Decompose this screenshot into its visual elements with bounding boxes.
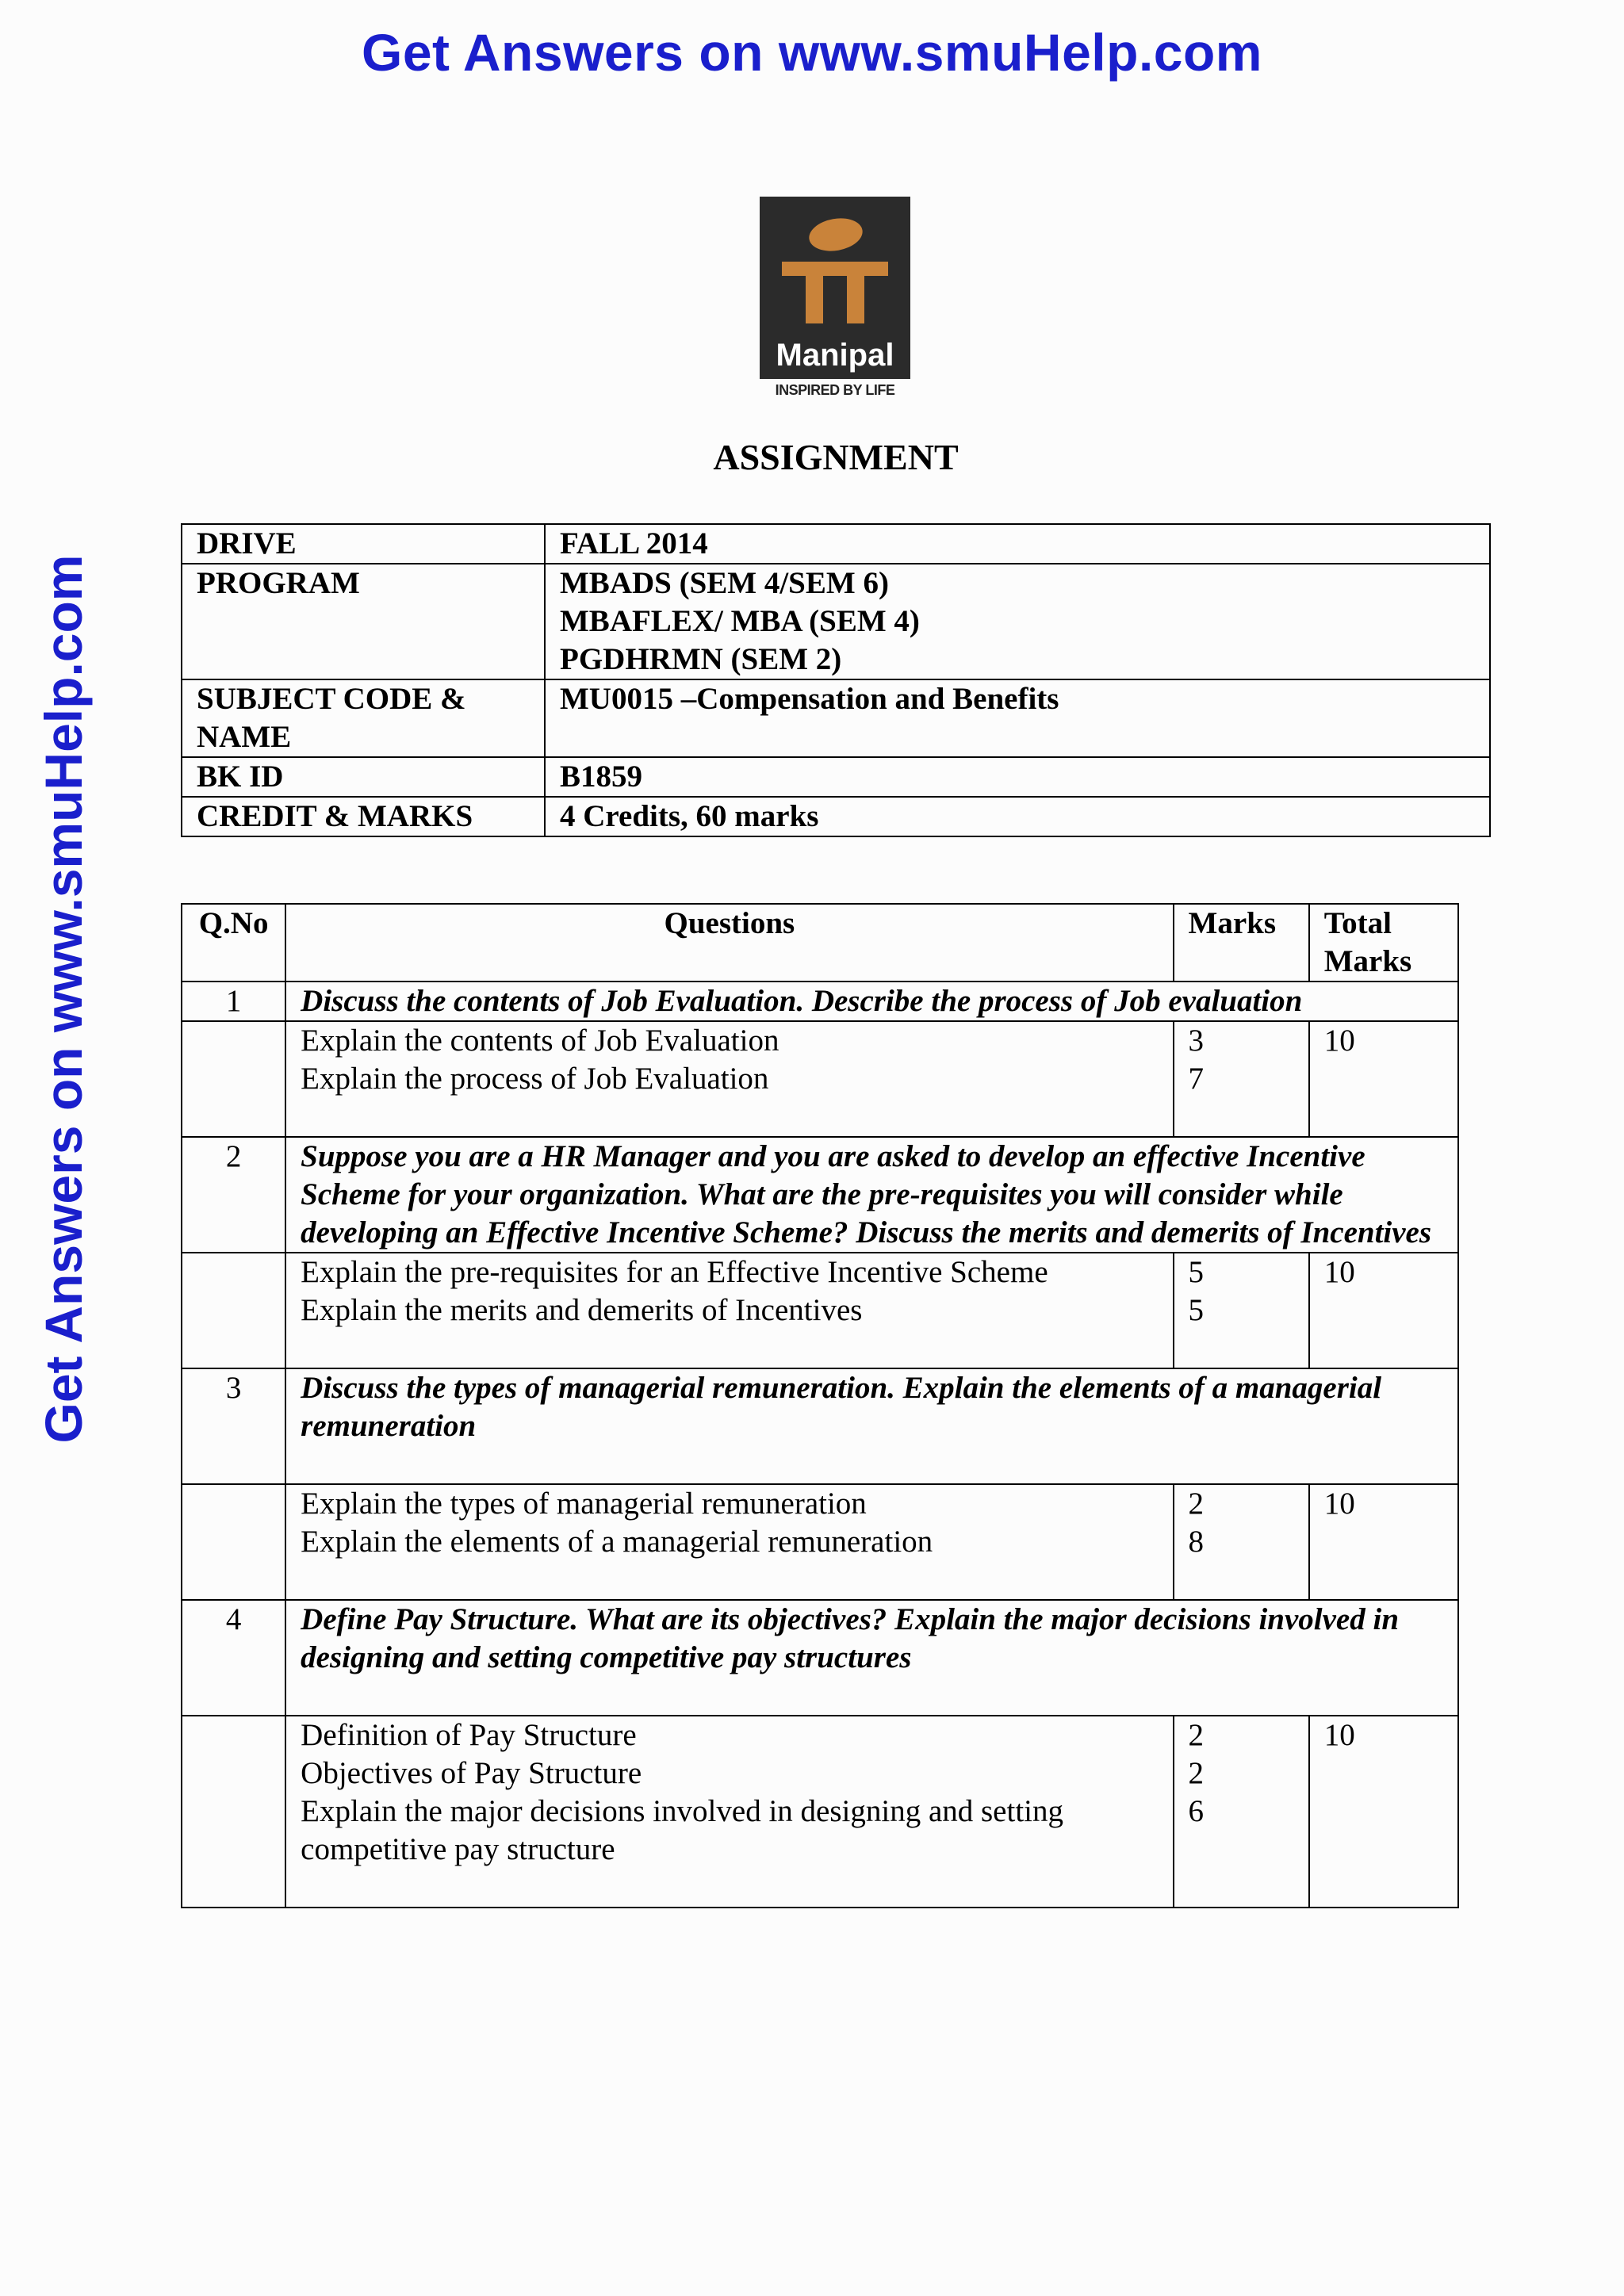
question-part: Explain the elements of a managerial remuneration <box>301 1525 933 1559</box>
question-part: Explain the process of Job Evaluation <box>301 1062 769 1096</box>
part-mark: 2 <box>1188 1756 1205 1790</box>
header-questions: Questions <box>285 904 1173 982</box>
header-marks: Marks <box>1174 904 1309 982</box>
info-label: DRIVE <box>182 524 545 564</box>
info-value-line: B1859 <box>560 760 643 794</box>
info-value <box>545 797 1490 836</box>
header-qno: Q.No <box>182 904 285 982</box>
question-parts-row <box>182 1253 1458 1368</box>
question-parts-row <box>182 1484 1458 1600</box>
question-part: Explain the merits and demerits of Incentives <box>301 1293 863 1327</box>
questions-table <box>181 903 1459 1908</box>
total-marks: 10 <box>1309 1253 1458 1368</box>
total-marks: 10 <box>1309 1484 1458 1600</box>
manipal-logo <box>760 197 910 403</box>
empty-cell <box>182 1253 285 1368</box>
question-number: 4 <box>182 1600 285 1716</box>
info-value <box>545 524 1490 564</box>
logo-name: Manipal <box>776 338 894 373</box>
info-label: PROGRAM <box>182 564 545 679</box>
info-value-line: PGDHRMN (SEM 2) <box>560 642 842 676</box>
question-text: Discuss the types of managerial remuneration. Explain the elements of a managerial remuneration <box>285 1368 1458 1484</box>
part-mark: 7 <box>1188 1062 1205 1096</box>
empty-cell <box>182 1021 285 1137</box>
info-label: CREDIT & MARKS <box>182 797 545 836</box>
info-row <box>182 797 1490 836</box>
question-parts-row <box>182 1716 1458 1908</box>
question-parts <box>285 1021 1173 1137</box>
question-row <box>182 1137 1458 1253</box>
logo-mark <box>760 197 910 379</box>
info-row <box>182 679 1490 757</box>
info-row <box>182 757 1490 797</box>
question-number: 3 <box>182 1368 285 1484</box>
top-banner[interactable]: Get Answers on www.smuHelp.com <box>361 23 1262 82</box>
question-part: Explain the types of managerial remuneration <box>301 1487 867 1521</box>
info-value-line: MU0015 –Compensation and Benefits <box>560 682 1059 716</box>
question-part: Definition of Pay Structure <box>301 1718 637 1752</box>
info-value-line: 4 Credits, 60 marks <box>560 799 819 833</box>
info-value-line: MBAFLEX/ MBA (SEM 4) <box>560 604 920 638</box>
part-mark: 5 <box>1188 1255 1205 1289</box>
question-number: 2 <box>182 1137 285 1253</box>
question-row <box>182 982 1458 1021</box>
part-marks <box>1174 1021 1309 1137</box>
question-text: Define Pay Structure. What are its objectives? Explain the major decisions involved in designing and setting competitive pay structures <box>285 1600 1458 1716</box>
question-row <box>182 1600 1458 1716</box>
part-mark: 3 <box>1188 1024 1205 1058</box>
info-label: SUBJECT CODE & NAME <box>182 679 545 757</box>
empty-cell <box>182 1716 285 1908</box>
part-mark: 2 <box>1188 1718 1205 1752</box>
logo-tagline: INSPIRED BY LIFE <box>775 382 895 398</box>
info-value-line: MBADS (SEM 4/SEM 6) <box>560 566 889 600</box>
info-row <box>182 524 1490 564</box>
question-part: Objectives of Pay Structure <box>301 1756 642 1790</box>
part-mark: 5 <box>1188 1293 1205 1327</box>
question-number: 1 <box>182 982 285 1021</box>
total-marks: 10 <box>1309 1716 1458 1908</box>
total-marks: 10 <box>1309 1021 1458 1137</box>
question-row <box>182 1368 1458 1484</box>
part-mark: 8 <box>1188 1525 1205 1559</box>
question-part: Explain the pre-requisites for an Effective Incentive Scheme <box>301 1255 1048 1289</box>
side-banner[interactable]: Get Answers on www.smuHelp.com <box>34 554 93 1444</box>
assignment-info-table <box>181 523 1491 837</box>
info-value <box>545 564 1490 679</box>
part-mark: 6 <box>1188 1794 1205 1828</box>
question-parts-row <box>182 1021 1458 1137</box>
question-text: Discuss the contents of Job Evaluation. Describe the process of Job evaluation <box>285 982 1458 1021</box>
question-parts <box>285 1253 1173 1368</box>
question-parts <box>285 1484 1173 1600</box>
part-marks <box>1174 1484 1309 1600</box>
info-value-line: FALL 2014 <box>560 526 708 561</box>
question-part: Explain the major decisions involved in designing and setting competitive pay structure <box>301 1794 1063 1866</box>
info-label: BK ID <box>182 757 545 797</box>
document-title: ASSIGNMENT <box>713 437 959 477</box>
question-parts <box>285 1716 1173 1908</box>
info-value <box>545 679 1490 757</box>
info-row <box>182 564 1490 679</box>
info-value <box>545 757 1490 797</box>
part-marks <box>1174 1716 1309 1908</box>
question-part: Explain the contents of Job Evaluation <box>301 1024 779 1058</box>
part-mark: 2 <box>1188 1487 1205 1521</box>
empty-cell <box>182 1484 285 1600</box>
questions-header-row <box>182 904 1458 982</box>
question-text: Suppose you are a HR Manager and you are asked to develop an effective Incentive Scheme for your organization. What are the pre-requisites you will consider while developing an Effective Incentive Scheme? Discuss the merits and demerits of Incentives <box>285 1137 1458 1253</box>
header-total-marks: Total Marks <box>1309 904 1458 982</box>
part-marks <box>1174 1253 1309 1368</box>
